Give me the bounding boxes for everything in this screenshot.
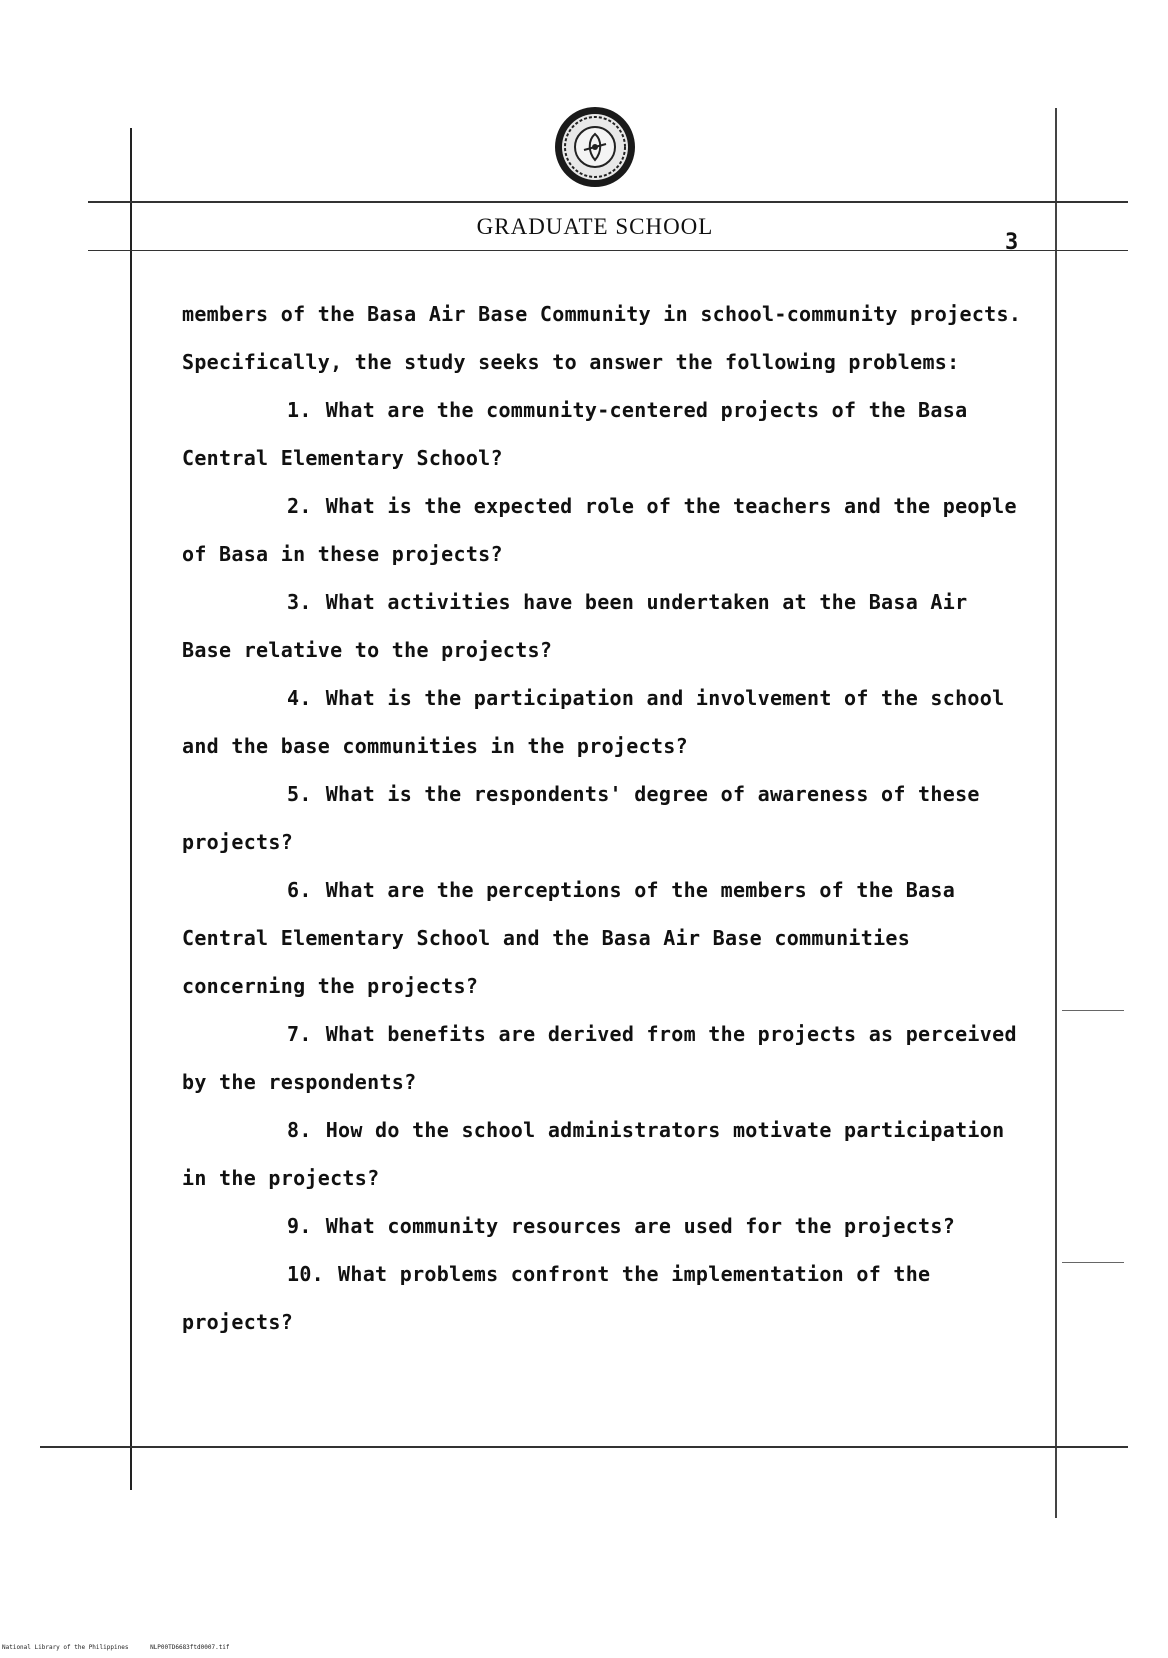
right-margin-rule (1055, 108, 1057, 1518)
question-text: What is the participation and involvement of the school and the base communities in the projects? (182, 686, 1005, 758)
question-item (182, 1106, 1027, 1202)
question-number: 9. (287, 1214, 312, 1238)
university-seal-icon (554, 106, 636, 188)
left-margin-rule (130, 128, 132, 1490)
body-text (182, 290, 1027, 1346)
intro-paragraph: members of the Basa Air Base Community in school-community projects. Specifically, the study seeks to answer the following problems: (182, 302, 1022, 374)
right-edge-mark-lower (1062, 1262, 1124, 1263)
scan-footer (0, 1644, 248, 1651)
question-number: 3. (287, 590, 312, 614)
question-number: 8. (287, 1118, 312, 1142)
page-number: 3 (1005, 230, 1019, 255)
footer-library: National Library of the Philippines (2, 1644, 129, 1651)
question-item (182, 1010, 1027, 1106)
question-item (182, 1250, 1027, 1346)
footer-filename: NLP00TD6683ftd0007.tif (150, 1644, 230, 1651)
question-item (182, 578, 1027, 674)
footer-rule (40, 1446, 1128, 1448)
question-text: What community resources are used for the projects? (325, 1214, 956, 1238)
question-number: 7. (287, 1022, 312, 1046)
question-number: 2. (287, 494, 312, 518)
right-edge-mark (1062, 1010, 1124, 1011)
question-text: What benefits are derived from the projects as perceived by the respondents? (182, 1022, 1017, 1094)
question-text: What problems confront the implementation of the projects? (182, 1262, 931, 1334)
question-item (182, 1202, 1027, 1250)
question-item (182, 386, 1027, 482)
question-item (182, 482, 1027, 578)
question-text: What activities have been undertaken at the Basa Air Base relative to the projects? (182, 590, 968, 662)
question-number: 6. (287, 878, 312, 902)
question-text: What are the community-centered projects of the Basa Central Elementary School? (182, 398, 968, 470)
question-number: 10. (287, 1262, 325, 1286)
question-number: 4. (287, 686, 312, 710)
header-top-rule (88, 201, 1128, 203)
header-title: GRADUATE SCHOOL (476, 214, 714, 239)
question-item (182, 770, 1027, 866)
question-number: 1. (287, 398, 312, 422)
question-text: What are the perceptions of the members of the Basa Central Elementary School and the Basa Air Base communities concerning the projects? (182, 878, 956, 998)
question-number: 5. (287, 782, 312, 806)
question-item (182, 866, 1027, 1010)
question-item (182, 674, 1027, 770)
header-bottom-rule (88, 250, 1128, 251)
question-text: What is the expected role of the teachers and the people of Basa in these projects? (182, 494, 1017, 566)
question-text: How do the school administrators motivate participation in the projects? (182, 1118, 1005, 1190)
question-text: What is the respondents' degree of awareness of these projects? (182, 782, 980, 854)
